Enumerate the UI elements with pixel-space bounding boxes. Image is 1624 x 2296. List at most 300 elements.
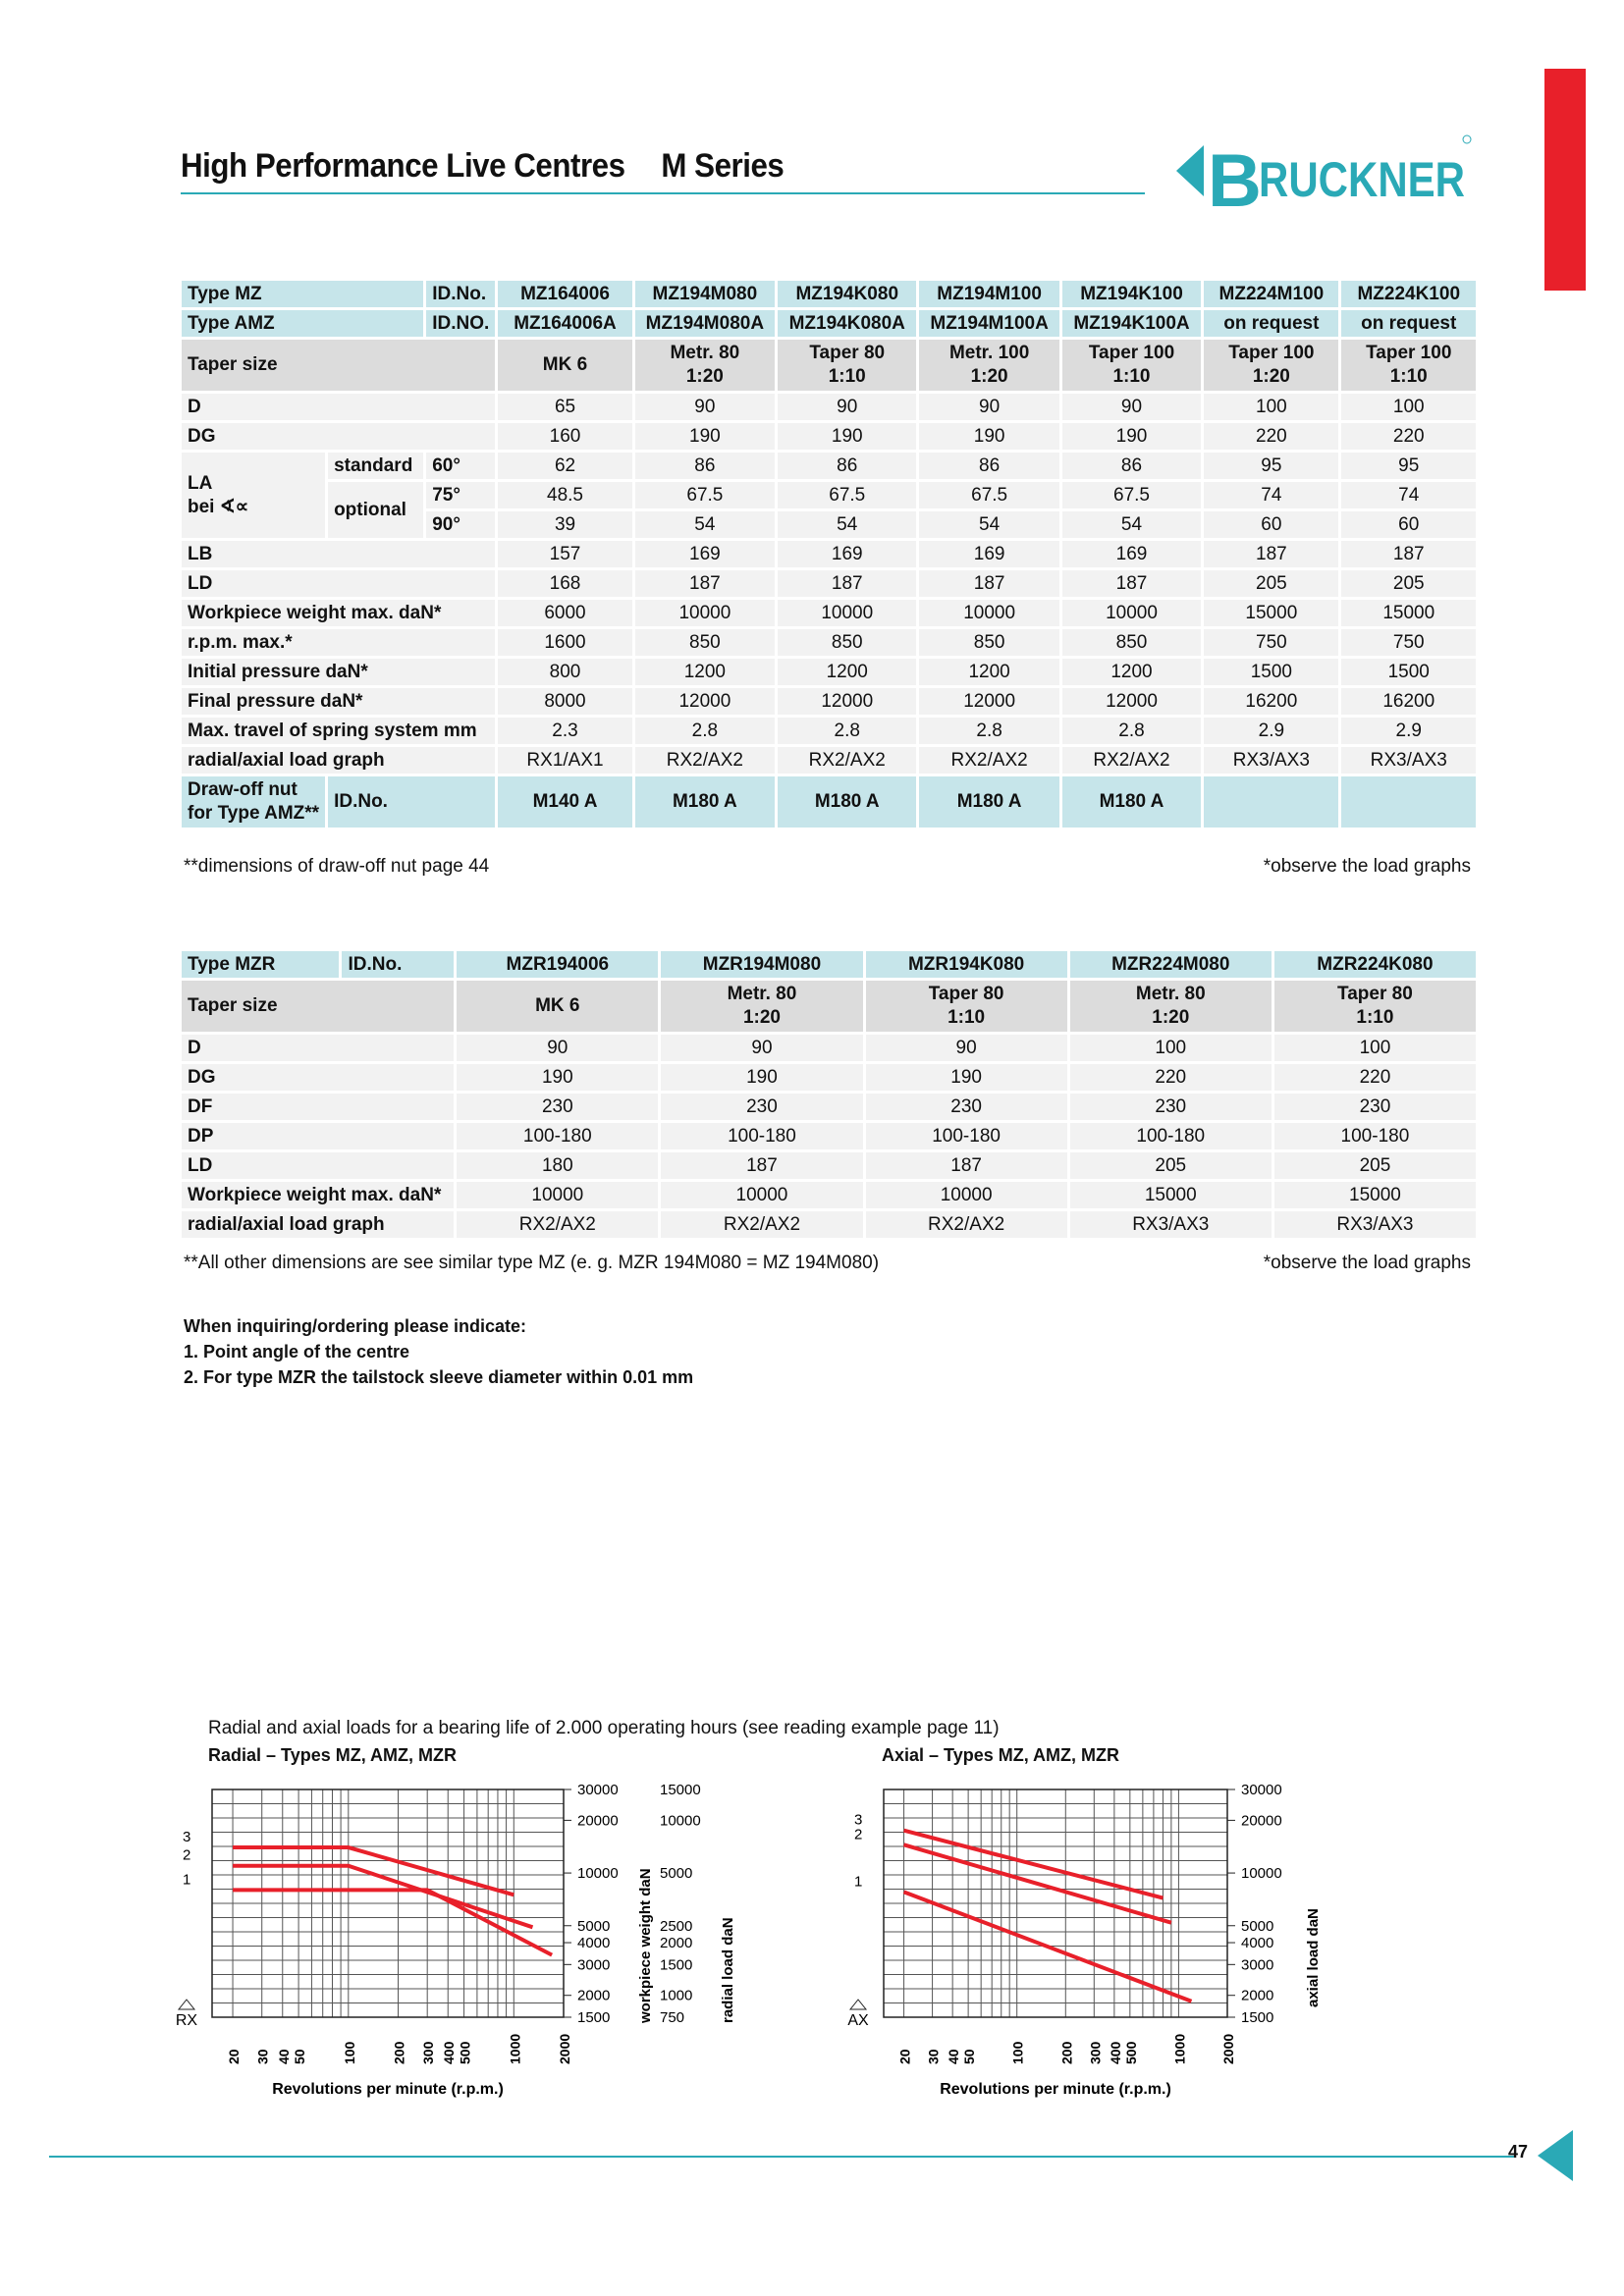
table-cell: MZ194K100A xyxy=(1062,310,1201,337)
table-cell: 2.9 xyxy=(1204,718,1338,744)
table-cell: 12000 xyxy=(919,688,1058,715)
y2-tick-label: 1500 xyxy=(660,1956,693,1974)
table-cell: 75° xyxy=(426,482,495,508)
table-cell: 220 xyxy=(1204,423,1338,450)
table-cell: 10000 xyxy=(457,1182,658,1208)
table-row xyxy=(182,482,1476,508)
table-cell: radial/axial load graph xyxy=(182,1211,454,1238)
series-label: 1 xyxy=(854,1873,863,1891)
table-cell: DG xyxy=(182,423,495,450)
y-tick-label: 20000 xyxy=(577,1812,619,1830)
table-cell: 850 xyxy=(919,629,1058,656)
x-tick-label: 100 xyxy=(1009,2041,1026,2064)
table-cell: 850 xyxy=(778,629,916,656)
table-cell: 67.5 xyxy=(1062,482,1201,508)
table-cell: 54 xyxy=(919,511,1058,538)
page-title xyxy=(181,147,784,186)
x-tick-label: 400 xyxy=(441,2041,458,2064)
x-tick-label: 2000 xyxy=(1220,2033,1236,2064)
y2-tick-label: 2500 xyxy=(660,1917,693,1935)
table-cell xyxy=(1341,776,1476,828)
table-cell: M180 A xyxy=(1062,776,1201,828)
table-cell: 190 xyxy=(457,1064,658,1091)
table-cell: on request xyxy=(1341,310,1476,337)
table-cell: LB xyxy=(182,541,495,567)
table-cell: 6000 xyxy=(498,600,631,626)
table-row xyxy=(182,1123,1476,1149)
table-cell: optional xyxy=(328,482,423,538)
table-cell: 187 xyxy=(635,570,775,597)
y-tick-label: 2000 xyxy=(577,1987,611,2004)
axis-marker-icon xyxy=(179,2000,194,2009)
table-cell: ID.NO. xyxy=(426,310,495,337)
table-cell: 100-180 xyxy=(661,1123,862,1149)
table-cell: Taper 80 1:10 xyxy=(1274,981,1476,1032)
table-cell: ID.No. xyxy=(426,281,495,307)
table-cell: 850 xyxy=(635,629,775,656)
table-cell: DP xyxy=(182,1123,454,1149)
table-cell: 15000 xyxy=(1204,600,1338,626)
table-cell: 190 xyxy=(1062,423,1201,450)
inquiry-item: 2. For type MZR the tailstock sleeve diameter within 0.01 mm xyxy=(184,1367,694,1387)
table-cell: 60 xyxy=(1341,511,1476,538)
table-cell: M180 A xyxy=(778,776,916,828)
y-tick-label: 3000 xyxy=(577,1956,611,1974)
table-cell: 100 xyxy=(1274,1035,1476,1061)
table-cell: 1500 xyxy=(1341,659,1476,685)
table-cell: 10000 xyxy=(1062,600,1201,626)
table-cell: 100 xyxy=(1070,1035,1272,1061)
table-cell: standard xyxy=(328,453,423,479)
table-cell: Metr. 80 1:20 xyxy=(661,981,862,1032)
logo-rest: RUCKNER xyxy=(1259,152,1465,207)
table-cell: 1500 xyxy=(1204,659,1338,685)
x-tick-label: 1000 xyxy=(507,2033,523,2064)
table-cell: 54 xyxy=(1062,511,1201,538)
table-cell: 16200 xyxy=(1204,688,1338,715)
table-cell: 2.8 xyxy=(778,718,916,744)
y-axis-label-radial: radial load daN xyxy=(720,1917,736,2023)
table-cell: 190 xyxy=(661,1064,862,1091)
table-cell xyxy=(1204,776,1338,828)
inquiry-heading: When inquiring/ordering please indicate: xyxy=(184,1316,527,1336)
logo-b: B xyxy=(1208,139,1262,223)
table-cell: Draw-off nut for Type AMZ** xyxy=(182,776,325,828)
table-cell: 60 xyxy=(1204,511,1338,538)
axis-marker-icon xyxy=(850,2000,866,2009)
table-cell: 220 xyxy=(1070,1064,1272,1091)
table-cell: 39 xyxy=(498,511,631,538)
x-tick-label: 40 xyxy=(946,2049,962,2064)
table-cell: 180 xyxy=(457,1152,658,1179)
table-cell: 205 xyxy=(1341,570,1476,597)
table-row xyxy=(182,1211,1476,1238)
table-cell: 230 xyxy=(457,1094,658,1120)
table-cell: 230 xyxy=(866,1094,1067,1120)
table-cell: Type MZR xyxy=(182,951,339,978)
table-row xyxy=(182,541,1476,567)
table-row xyxy=(182,629,1476,656)
charts-caption: Radial and axial loads for a bearing life of 2.000 operating hours (see reading example page 11) xyxy=(208,1718,1000,1738)
table1-note-right: *observe the load graphs xyxy=(1263,856,1471,877)
table-cell: MZ194K080A xyxy=(778,310,916,337)
table-cell: 15000 xyxy=(1070,1182,1272,1208)
table-cell: Initial pressure daN* xyxy=(182,659,495,685)
series-line-1 xyxy=(904,1892,1192,2001)
table-row xyxy=(182,981,1476,1032)
table-cell: RX2/AX2 xyxy=(919,747,1058,774)
series-line-3 xyxy=(233,1847,514,1895)
table-cell: 187 xyxy=(778,570,916,597)
table-cell: 10000 xyxy=(635,600,775,626)
table-cell: 187 xyxy=(866,1152,1067,1179)
table-cell: 1600 xyxy=(498,629,631,656)
table-cell: 190 xyxy=(635,423,775,450)
table-cell: DG xyxy=(182,1064,454,1091)
table-cell: 157 xyxy=(498,541,631,567)
radial-load-chart xyxy=(167,1772,756,2106)
table-cell: RX3/AX3 xyxy=(1070,1211,1272,1238)
table-cell: RX3/AX3 xyxy=(1341,747,1476,774)
table-cell: 230 xyxy=(1070,1094,1272,1120)
table-cell: RX2/AX2 xyxy=(457,1211,658,1238)
table-cell: 67.5 xyxy=(778,482,916,508)
table-cell: 1200 xyxy=(1062,659,1201,685)
table-cell: MZ194M080 xyxy=(635,281,775,307)
table-cell: Type MZ xyxy=(182,281,423,307)
x-tick-label: 500 xyxy=(457,2041,473,2064)
table2-note-left: **All other dimensions are see similar type MZ (e. g. MZR 194M080 = MZ 194M080) xyxy=(184,1253,880,1273)
table-row xyxy=(182,1064,1476,1091)
table-cell: MZ224K100 xyxy=(1341,281,1476,307)
table2-note-right: *observe the load graphs xyxy=(1263,1253,1471,1273)
table-cell: 190 xyxy=(778,423,916,450)
table-cell: 750 xyxy=(1204,629,1338,656)
table-cell: 67.5 xyxy=(635,482,775,508)
table-cell: Metr. 80 1:20 xyxy=(635,340,775,391)
table-cell: 100-180 xyxy=(1274,1123,1476,1149)
series-label: 3 xyxy=(854,1811,863,1829)
y2-tick-label: 15000 xyxy=(660,1782,701,1798)
x-tick-label: 200 xyxy=(1058,2041,1075,2064)
table-cell: D xyxy=(182,1035,454,1061)
logo-arrow-icon xyxy=(1176,145,1204,196)
y-tick-label: 3000 xyxy=(1241,1956,1274,1974)
table-cell: 54 xyxy=(778,511,916,538)
table-cell: r.p.m. max.* xyxy=(182,629,495,656)
axial-load-chart xyxy=(825,1772,1355,2106)
table-row xyxy=(182,688,1476,715)
table-cell: 1200 xyxy=(635,659,775,685)
series-label: 1 xyxy=(183,1871,191,1889)
table-cell: 220 xyxy=(1341,423,1476,450)
axis-marker-label: RX xyxy=(175,2012,198,2029)
x-tick-label: 20 xyxy=(226,2049,243,2064)
x-axis-label: Revolutions per minute (r.p.m.) xyxy=(940,2081,1171,2098)
y-tick-label: 30000 xyxy=(1241,1782,1282,1798)
table-cell: 190 xyxy=(866,1064,1067,1091)
table-cell: ID.No. xyxy=(342,951,454,978)
axial-chart-title: Axial – Types MZ, AMZ, MZR xyxy=(882,1745,1120,1765)
table-cell: 95 xyxy=(1341,453,1476,479)
x-tick-label: 300 xyxy=(420,2041,437,2064)
table-cell: MZ194K100 xyxy=(1062,281,1201,307)
table-cell: M180 A xyxy=(635,776,775,828)
x-tick-label: 20 xyxy=(896,2049,913,2064)
table-cell: RX2/AX2 xyxy=(866,1211,1067,1238)
table-cell: Max. travel of spring system mm xyxy=(182,718,495,744)
table-cell: Type AMZ xyxy=(182,310,423,337)
x-tick-label: 100 xyxy=(341,2041,357,2064)
table-row xyxy=(182,747,1476,774)
table-cell: LD xyxy=(182,570,495,597)
table-cell: Taper 100 1:20 xyxy=(1204,340,1338,391)
table-cell: 16200 xyxy=(1341,688,1476,715)
table-cell: 100-180 xyxy=(1070,1123,1272,1149)
x-tick-label: 30 xyxy=(254,2049,271,2064)
table-cell: MZR224K080 xyxy=(1274,951,1476,978)
y-tick-label: 5000 xyxy=(577,1917,611,1935)
table-cell: MZ224M100 xyxy=(1204,281,1338,307)
table-row xyxy=(182,570,1476,597)
page-number: 47 xyxy=(1508,2142,1529,2162)
table-cell: 95 xyxy=(1204,453,1338,479)
table-cell: MZ164006 xyxy=(498,281,631,307)
y2-tick-label: 5000 xyxy=(660,1865,693,1883)
table-cell: DF xyxy=(182,1094,454,1120)
table-cell: Taper 100 1:10 xyxy=(1062,340,1201,391)
table-cell: 86 xyxy=(1062,453,1201,479)
table-cell: MZ194M080A xyxy=(635,310,775,337)
inquiry-item: 1. Point angle of the centre xyxy=(184,1342,410,1362)
x-tick-label: 30 xyxy=(925,2049,942,2064)
table-cell: 750 xyxy=(1341,629,1476,656)
y2-tick-label: 1000 xyxy=(660,1987,693,2004)
table-cell: Metr. 100 1:20 xyxy=(919,340,1058,391)
page-arrow-icon xyxy=(1538,2128,1577,2183)
y2-tick-label: 2000 xyxy=(660,1935,693,1952)
table-cell: RX2/AX2 xyxy=(661,1211,862,1238)
table-row xyxy=(182,1182,1476,1208)
table-cell: Workpiece weight max. daN* xyxy=(182,600,495,626)
table-cell: 10000 xyxy=(866,1182,1067,1208)
x-axis-label: Revolutions per minute (r.p.m.) xyxy=(272,2081,504,2098)
table-cell: Taper 80 1:10 xyxy=(866,981,1067,1032)
table-cell: 10000 xyxy=(778,600,916,626)
table-cell: 54 xyxy=(635,511,775,538)
table-row xyxy=(182,659,1476,685)
table-row xyxy=(182,1094,1476,1120)
table-cell: 62 xyxy=(498,453,631,479)
table-cell: 86 xyxy=(778,453,916,479)
title-underline xyxy=(181,192,1145,194)
table-cell: MZR224M080 xyxy=(1070,951,1272,978)
x-tick-label: 400 xyxy=(1107,2041,1123,2064)
series-text: M Series xyxy=(661,147,785,185)
table-cell: 90 xyxy=(661,1035,862,1061)
table-cell: 2.8 xyxy=(919,718,1058,744)
table-cell: Taper size xyxy=(182,340,495,391)
table-cell: 12000 xyxy=(635,688,775,715)
axis-marker-label: AX xyxy=(847,2012,869,2029)
x-tick-label: 300 xyxy=(1087,2041,1104,2064)
table-cell: 2.8 xyxy=(635,718,775,744)
x-tick-label: 2000 xyxy=(557,2033,572,2064)
table-cell: 10000 xyxy=(919,600,1058,626)
table-cell: 160 xyxy=(498,423,631,450)
x-tick-label: 500 xyxy=(1122,2041,1139,2064)
footer-line xyxy=(49,2156,1514,2158)
mzr-spec-table xyxy=(179,948,1479,1241)
table-cell: 230 xyxy=(661,1094,862,1120)
y-tick-label: 5000 xyxy=(1241,1917,1274,1935)
table-cell: 800 xyxy=(498,659,631,685)
table-cell: 15000 xyxy=(1341,600,1476,626)
table-cell: 187 xyxy=(1062,570,1201,597)
table-cell: radial/axial load graph xyxy=(182,747,495,774)
table-cell: 65 xyxy=(498,394,631,420)
bruckner-logo xyxy=(1176,128,1471,223)
table-cell: 90 xyxy=(1062,394,1201,420)
table-row xyxy=(182,453,1476,479)
table-cell: M140 A xyxy=(498,776,631,828)
table-cell: Taper size xyxy=(182,981,454,1032)
red-edge-tab xyxy=(1544,69,1586,291)
table-row xyxy=(182,310,1476,337)
table-cell: Workpiece weight max. daN* xyxy=(182,1182,454,1208)
table-row xyxy=(182,340,1476,391)
x-tick-label: 50 xyxy=(961,2049,978,2064)
table-cell: 8000 xyxy=(498,688,631,715)
x-tick-label: 200 xyxy=(391,2041,407,2064)
table-cell: 2.8 xyxy=(1062,718,1201,744)
table-cell: 48.5 xyxy=(498,482,631,508)
table-cell: 205 xyxy=(1274,1152,1476,1179)
table-row xyxy=(182,718,1476,744)
table-cell: M180 A xyxy=(919,776,1058,828)
table-cell: MK 6 xyxy=(457,981,658,1032)
table-row xyxy=(182,281,1476,307)
y-tick-label: 1500 xyxy=(1241,2009,1274,2026)
y-tick-label: 10000 xyxy=(1241,1865,1282,1883)
table-cell: 67.5 xyxy=(919,482,1058,508)
table-cell: 90 xyxy=(866,1035,1067,1061)
series-label: 3 xyxy=(183,1829,191,1846)
table-cell: 100 xyxy=(1341,394,1476,420)
mz-spec-table xyxy=(179,278,1479,830)
table-cell: 169 xyxy=(919,541,1058,567)
table-cell: 1200 xyxy=(919,659,1058,685)
table-cell: 90 xyxy=(919,394,1058,420)
series-line-2 xyxy=(904,1844,1171,1922)
table-cell: RX2/AX2 xyxy=(635,747,775,774)
table-cell: RX3/AX3 xyxy=(1204,747,1338,774)
y-axis-label: axial load daN xyxy=(1305,1908,1322,2007)
y2-tick-label: 10000 xyxy=(660,1812,701,1830)
table-cell: Metr. 80 1:20 xyxy=(1070,981,1272,1032)
table-cell: LD xyxy=(182,1152,454,1179)
radial-chart-title: Radial – Types MZ, AMZ, MZR xyxy=(208,1745,458,1765)
title-text: High Performance Live Centres xyxy=(181,147,625,185)
table-cell: 86 xyxy=(635,453,775,479)
table-cell: 90 xyxy=(635,394,775,420)
x-tick-label: 1000 xyxy=(1171,2033,1188,2064)
table-cell: LA bei ∢∝ xyxy=(182,453,325,538)
table-cell: 12000 xyxy=(1062,688,1201,715)
table-cell: ID.No. xyxy=(328,776,495,828)
table-cell: MZR194006 xyxy=(457,951,658,978)
table-cell: MZR194K080 xyxy=(866,951,1067,978)
y-tick-label: 20000 xyxy=(1241,1812,1282,1830)
table-cell: 15000 xyxy=(1274,1182,1476,1208)
table-cell: 169 xyxy=(1062,541,1201,567)
table-cell: 205 xyxy=(1204,570,1338,597)
y-tick-label: 4000 xyxy=(1241,1935,1274,1952)
table-cell: 187 xyxy=(661,1152,862,1179)
table-cell: 12000 xyxy=(778,688,916,715)
inquiry-block xyxy=(184,1313,693,1390)
table-row xyxy=(182,1035,1476,1061)
table-cell: Taper 100 1:10 xyxy=(1341,340,1476,391)
table-row xyxy=(182,600,1476,626)
table-cell: 850 xyxy=(1062,629,1201,656)
x-tick-label: 40 xyxy=(275,2049,292,2064)
table-row xyxy=(182,776,1476,828)
table-cell: Final pressure daN* xyxy=(182,688,495,715)
table-cell: on request xyxy=(1204,310,1338,337)
table-cell: 205 xyxy=(1070,1152,1272,1179)
table-cell: RX2/AX2 xyxy=(778,747,916,774)
y-tick-label: 4000 xyxy=(577,1935,611,1952)
table-cell: MZ194M100A xyxy=(919,310,1058,337)
table-cell: 220 xyxy=(1274,1064,1476,1091)
table-cell: MZ194K080 xyxy=(778,281,916,307)
table-cell: 168 xyxy=(498,570,631,597)
table-cell: D xyxy=(182,394,495,420)
table-cell: RX2/AX2 xyxy=(1062,747,1201,774)
y-tick-label: 10000 xyxy=(577,1865,619,1883)
table-cell: 100-180 xyxy=(866,1123,1067,1149)
table-row xyxy=(182,423,1476,450)
table-cell: MZ194M100 xyxy=(919,281,1058,307)
y-tick-label: 30000 xyxy=(577,1782,619,1798)
series-label: 2 xyxy=(854,1826,863,1843)
y-axis-label-workpiece: workpiece weight daN xyxy=(637,1868,654,2023)
table-cell: 74 xyxy=(1204,482,1338,508)
table-cell: 230 xyxy=(1274,1094,1476,1120)
y-tick-label: 1500 xyxy=(577,2009,611,2026)
table-cell: 190 xyxy=(919,423,1058,450)
table1-note-left: **dimensions of draw-off nut page 44 xyxy=(184,856,490,877)
table-cell: 169 xyxy=(778,541,916,567)
table-cell: 100-180 xyxy=(457,1123,658,1149)
series-line-1 xyxy=(233,1890,552,1954)
table-cell: 86 xyxy=(919,453,1058,479)
table-cell: 1200 xyxy=(778,659,916,685)
series-label: 2 xyxy=(183,1846,191,1864)
table-row xyxy=(182,394,1476,420)
x-tick-label: 50 xyxy=(292,2049,308,2064)
table-row xyxy=(182,951,1476,978)
table-cell: MK 6 xyxy=(498,340,631,391)
table-cell: 60° xyxy=(426,453,495,479)
table-cell: 187 xyxy=(1341,541,1476,567)
table-cell: 2.9 xyxy=(1341,718,1476,744)
series-line-3 xyxy=(904,1831,1164,1898)
table-cell: RX1/AX1 xyxy=(498,747,631,774)
table-cell: 2.3 xyxy=(498,718,631,744)
table-cell: RX3/AX3 xyxy=(1274,1211,1476,1238)
